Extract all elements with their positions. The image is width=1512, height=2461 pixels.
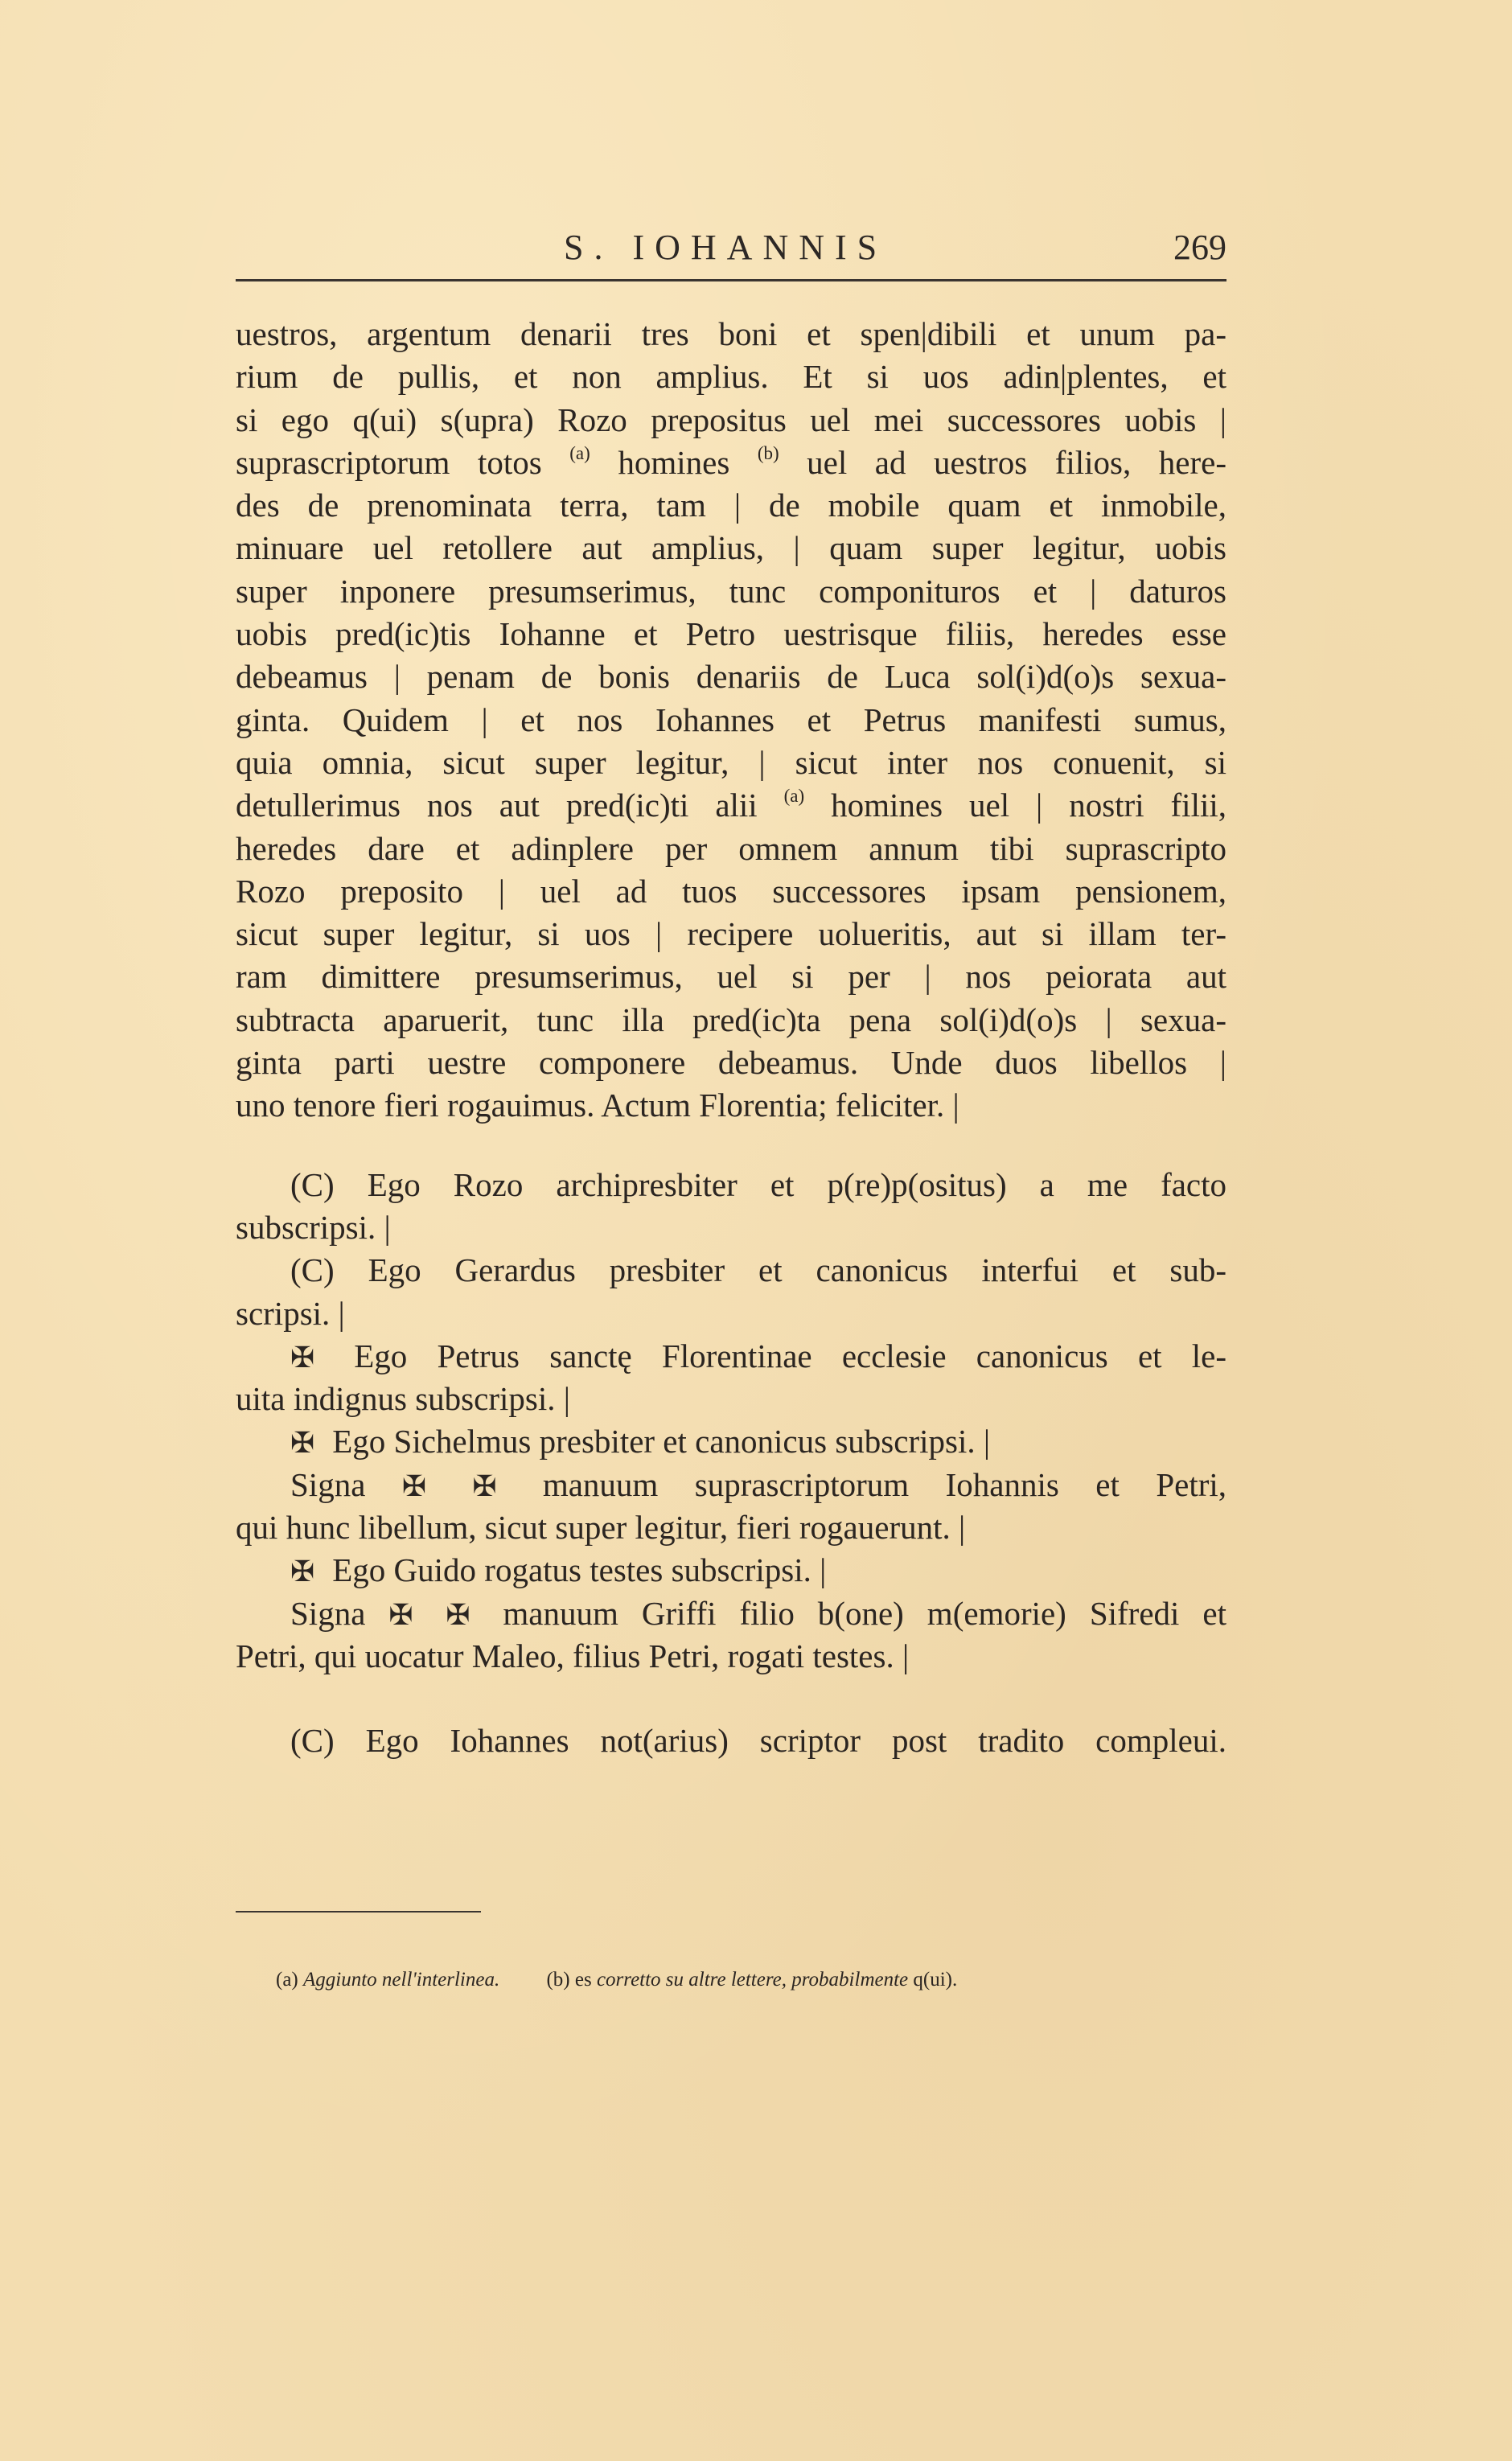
charter-text — [236, 313, 1226, 1763]
footnote-text: q(ui). — [913, 1969, 958, 1991]
text-line: uobis pred(ic)tis Iohanne et Petro uestrisque filiis, heredes esse — [236, 615, 1226, 653]
footnote-text: Aggiunto nell'interlinea. — [303, 1969, 500, 1991]
text-fragment: Ego Iohannes not(arius) scriptor post tradito compleui. — [365, 1722, 1226, 1760]
text-line: super inponere presumserimus, tunc componituros et | daturos — [236, 572, 1226, 610]
footnote-ref-a[interactable]: (a) — [569, 442, 590, 463]
text-line: uestros, argentum denarii tres boni et spen|dibili et unum pa- — [236, 315, 1226, 352]
text-line: debeamus | penam de bonis denariis de Luca sol(i)d(o)s sexua- — [236, 658, 1226, 696]
text-fragment: homines uel | nostri filii, — [804, 787, 1226, 824]
footnote-b — [546, 1969, 957, 1991]
header-rule — [236, 279, 1226, 281]
subscription-guido — [236, 1549, 1226, 1592]
signa-label: Signa — [290, 1594, 366, 1632]
text-line: heredes dare et adinplere per omnem annum tibi suprascripto — [236, 829, 1226, 867]
text-line: Petri, qui uocatur Maleo, filius Petri, rogati testes. | — [236, 1637, 910, 1674]
text-line: uno tenore fieri rogauimus. Actum Florentia; feliciter. | — [236, 1087, 959, 1124]
text-line: sicut super legitur, si uos | recipere uolueritis, aut si illam ter- — [236, 915, 1226, 953]
text-line: si ego q(ui) s(upra) Rozo prepositus uel mei successores uobis | — [236, 401, 1226, 438]
subscription-gerardus — [236, 1249, 1226, 1292]
subscriptions — [236, 1164, 1226, 1678]
text-fragment: Ego Sichelmus presbiter et canonicus subscripsi. | — [332, 1423, 991, 1461]
footnote-ref-b[interactable]: (b) — [757, 442, 779, 463]
text-fragment: Ego Petrus sanctę Florentinae ecclesie canonicus et le- — [354, 1337, 1226, 1374]
cross-icon: ✠ — [290, 1427, 315, 1460]
cross-icon: ✠ — [472, 1469, 497, 1502]
text-line: ginta. Quidem | et nos Iohannes et Petrus manifesti sumus, — [236, 701, 1226, 738]
subscription-petrus — [236, 1335, 1226, 1378]
text-line: des de prenominata terra, tam | de mobile quam et inmobile, — [236, 487, 1226, 524]
signum-mark: (C) — [290, 1165, 335, 1203]
cross-icon: ✠ — [401, 1469, 427, 1502]
text-line: uita indignus subscripsi. | — [236, 1380, 570, 1418]
footnote-label: (b) — [546, 1969, 570, 1991]
subscription-sichelmus — [236, 1420, 1226, 1463]
text-fragment: homines — [590, 443, 758, 481]
cross-icon: ✠ — [388, 1598, 413, 1631]
text-line — [236, 442, 1226, 484]
footnote-text: es — [574, 1969, 592, 1991]
text-line: ginta parti uestre componere debeamus. Unde duos libellos | — [236, 1044, 1226, 1082]
signa-griffi — [236, 1592, 1226, 1635]
text-line: qui hunc libellum, sicut super legitur, fieri rogauerunt. | — [236, 1509, 966, 1547]
text-fragment: Ego Guido rogatus testes subscripsi. | — [332, 1551, 827, 1589]
signa-label: Signa — [290, 1465, 366, 1503]
text-fragment: manuum suprascriptorum Iohannis et Petri, — [542, 1465, 1227, 1503]
cross-icon: ✠ — [290, 1341, 315, 1374]
footnote-ref-a[interactable]: (a) — [783, 786, 805, 807]
text-line — [236, 1719, 1226, 1762]
cross-icon: ✠ — [446, 1598, 470, 1631]
cross-icon: ✠ — [290, 1555, 315, 1588]
text-line: rium de pullis, et non amplius. Et si uos adin|plentes, et — [236, 358, 1226, 396]
text-line: Rozo preposito | uel ad tuos successores ipsam pensionem, — [236, 872, 1226, 910]
footnote-label: (a) — [276, 1969, 298, 1991]
running-head — [236, 227, 1226, 267]
signum-mark: (C) — [290, 1722, 335, 1760]
running-title: S. IOHANNIS — [564, 228, 888, 267]
footnote-rule — [236, 1911, 481, 1913]
text-fragment: uel ad uestros filios, here- — [779, 443, 1226, 481]
signum-mark: (C) — [290, 1251, 335, 1289]
text-line — [236, 784, 1226, 827]
text-line: ram dimittere presumserimus, uel si per | nos peiorata aut — [236, 958, 1226, 996]
footnote-text: corretto su altre lettere, probabilmente — [596, 1969, 909, 1991]
subscription-rozo — [236, 1164, 1226, 1206]
text-line: subscripsi. | — [236, 1208, 391, 1246]
text-line: subtracta aparuerit, tunc illa pred(ic)ta pena sol(i)d(o)s | sexua- — [236, 1000, 1226, 1038]
text-line: scripsi. | — [236, 1294, 345, 1332]
signa-iohannis-petri — [236, 1464, 1226, 1506]
text-fragment: detullerimus nos aut pred(ic)ti alii — [236, 787, 784, 824]
text-fragment: manuum Griffi filio b(one) m(emorie) Sifredi et — [503, 1594, 1227, 1632]
footnote-a — [276, 1969, 499, 1991]
text-line: minuare uel retollere aut amplius, | quam super legitur, uobis — [236, 529, 1226, 567]
text-fragment: Ego Gerardus presbiter et canonicus interfui et sub- — [368, 1251, 1227, 1289]
notary-completion — [236, 1719, 1226, 1762]
text-fragment: Ego Rozo archipresbiter et p(re)p(ositus) a me facto — [367, 1165, 1227, 1203]
text-line: quia omnia, sicut super legitur, | sicut inter nos conuenit, si — [236, 743, 1226, 781]
page-number: 269 — [1173, 228, 1226, 267]
text-fragment: suprascriptorum totos — [236, 443, 570, 481]
footnotes — [276, 1969, 957, 1991]
